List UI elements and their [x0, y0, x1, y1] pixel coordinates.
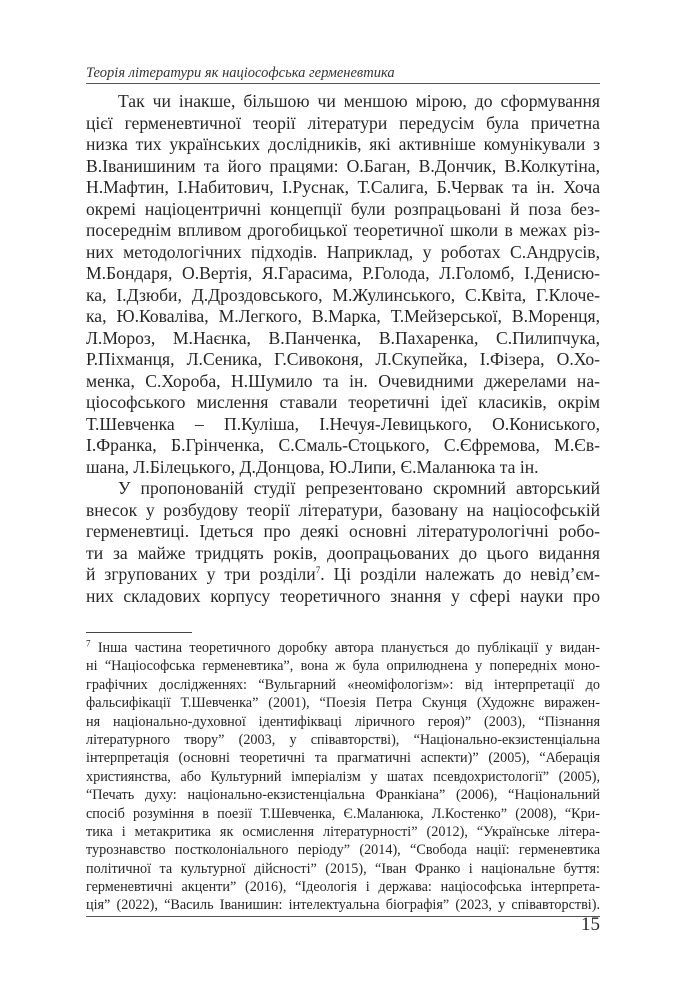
footnote-line: турознавство постколоніального періоду” (2014), “Свобода нації: герменевтика	[86, 842, 600, 859]
text-line: менка, С.Хороба, Н.Шумило та ін. Очевидними джерелами на-	[86, 370, 600, 391]
text-segment: й згрупованих у три розділи	[86, 564, 316, 584]
text-line: Л.Мороз, М.Наєнка, В.Панченка, В.Пахаренка, С.Пилипчука,	[86, 327, 600, 348]
text-line: окремі націоцентричні концепції були розпрацьовані й поза без-	[86, 198, 600, 219]
text-line: Р.Піхманця, Л.Сеника, Г.Сивоконя, Л.Скупейка, І.Фізера, О.Хо-	[86, 349, 600, 369]
text-line: ка, І.Дзюби, Д.Дроздовського, М.Жулинського, С.Квіта, Г.Клоче-	[86, 284, 600, 305]
footnote-marker: 7	[86, 638, 91, 649]
main-text	[86, 91, 600, 607]
footnote	[86, 639, 600, 917]
text-line: Так чи інакше, більшою чи меншою мірою, до сформування	[118, 91, 600, 111]
footnote-separator	[86, 632, 192, 633]
footnote-line: “Печать духу: національно-екзистенціальна Франкіана” (2006), “Національний	[86, 787, 600, 804]
footnote-line: політичної та культурної дійсності” (2015), “Іван Франко і національне буття:	[86, 860, 600, 877]
text-line: низка тих українських дослідників, які активніше комунікували з	[86, 134, 600, 154]
text-line: герменевтиці. Ідеться про деякі основні літературологічні робо-	[86, 521, 600, 541]
footnote-line: ні “Націософська герменевтика”, вона ж була оприлюднена у попередніх моно-	[86, 658, 600, 675]
footnote-line: спосіб розуміння в поезії Т.Шевченка, Є.Маланюка, Л.Костенко” (2008), “Кри-	[86, 805, 600, 822]
text-line: ти за майже тридцять років, доопрацьованих до цього видання	[86, 542, 600, 563]
text-line: ціософського мислення ставали теоретичні ідеї класиків, окрім	[86, 392, 600, 412]
footnote-line: ня національно-духовної ідентифікваці ліричного героя)” (2003), “Пізнання	[86, 713, 600, 730]
text-line	[86, 564, 600, 586]
footnote-line: літературного твору” (2003, у співавторстві), “Національно-екзистенціальна	[86, 731, 600, 748]
text-segment: . Ці розділи належать до невід’єм-	[320, 564, 600, 584]
page-number: 15	[581, 914, 600, 935]
paragraph	[86, 478, 600, 607]
text-line: внесок у розбудову теорії літератури, базовану на націософській	[86, 499, 600, 520]
paragraph	[86, 91, 600, 478]
text-line: Т.Шевченка – П.Куліша, І.Нечуя-Левицького, О.Кониського,	[86, 413, 600, 434]
text-line: шана, Л.Білецького, Д.Донцова, Ю.Липи, Є.Маланюка та ін.	[86, 456, 539, 477]
footnote-line	[86, 639, 600, 657]
text-line: них методологічних підходів. Наприклад, у роботах С.Андрусів,	[86, 241, 600, 262]
text-line: них складових корпусу теоретичного знання у сфері науки про	[86, 585, 600, 606]
footnote-line: фальсифікації Т.Шевченка” (2001), “Поезія Петра Скунця (Художнє виражен-	[86, 695, 600, 712]
footnote-line: графічних дослідженнях: “Вульгарний «неоміфологізм»: від інтерпретації до	[86, 676, 600, 693]
footnote-reference: 7	[315, 565, 321, 576]
footnote-line: християнства, або Культурний імперіалізм у шатах псевдохристології” (2005),	[86, 768, 600, 785]
text-line: М.Бондаря, О.Вертія, Я.Гарасима, Р.Голода, Л.Голомб, І.Денисю-	[86, 263, 600, 283]
text-segment: Інша частина теоретичного доробку автора планується до публікації у видан-	[90, 640, 600, 656]
footnote-line: тика і метакритика як осмислення літературності” (2012), “Українське літера-	[86, 823, 600, 840]
footnote-line: інтерпретація (основні теоретичні та прагматичні аспекти)” (2005), “Аберація	[86, 750, 600, 767]
text-line: ка, Ю.Коваліва, М.Легкого, В.Марка, Т.Мейзерської, В.Моренця,	[86, 306, 600, 326]
text-line: І.Франка, Б.Грінченка, С.Смаль-Стоцького, С.Єфремова, М.Єв-	[86, 435, 600, 455]
footnote-line: ція” (2022), “Василь Іванишин: інтелектуальна біографія” (2023, у співавторстві).	[86, 897, 600, 914]
text-line: цієї герменевтичної теорії літератури передусім була причетна	[86, 112, 600, 133]
text-line: посереднім впливом дрогобицької теоретичної школи в межах різ-	[86, 220, 600, 240]
text-line: Н.Мафтин, І.Набитович, І.Руснак, Т.Салига, Б.Червак та ін. Хоча	[86, 177, 600, 197]
text-line: В.Іванишиним та його працями: О.Баган, В.Дончик, В.Колкутіна,	[86, 155, 600, 176]
running-header: Теорія літератури як націософська герменевтика	[86, 64, 600, 84]
footnote-line: герменевтичні акценти” (2016), “Ідеологія і держава: націософська інтерпрета-	[86, 879, 600, 896]
text-line: У пропонованій студії репрезентовано скромний авторський	[118, 478, 600, 498]
